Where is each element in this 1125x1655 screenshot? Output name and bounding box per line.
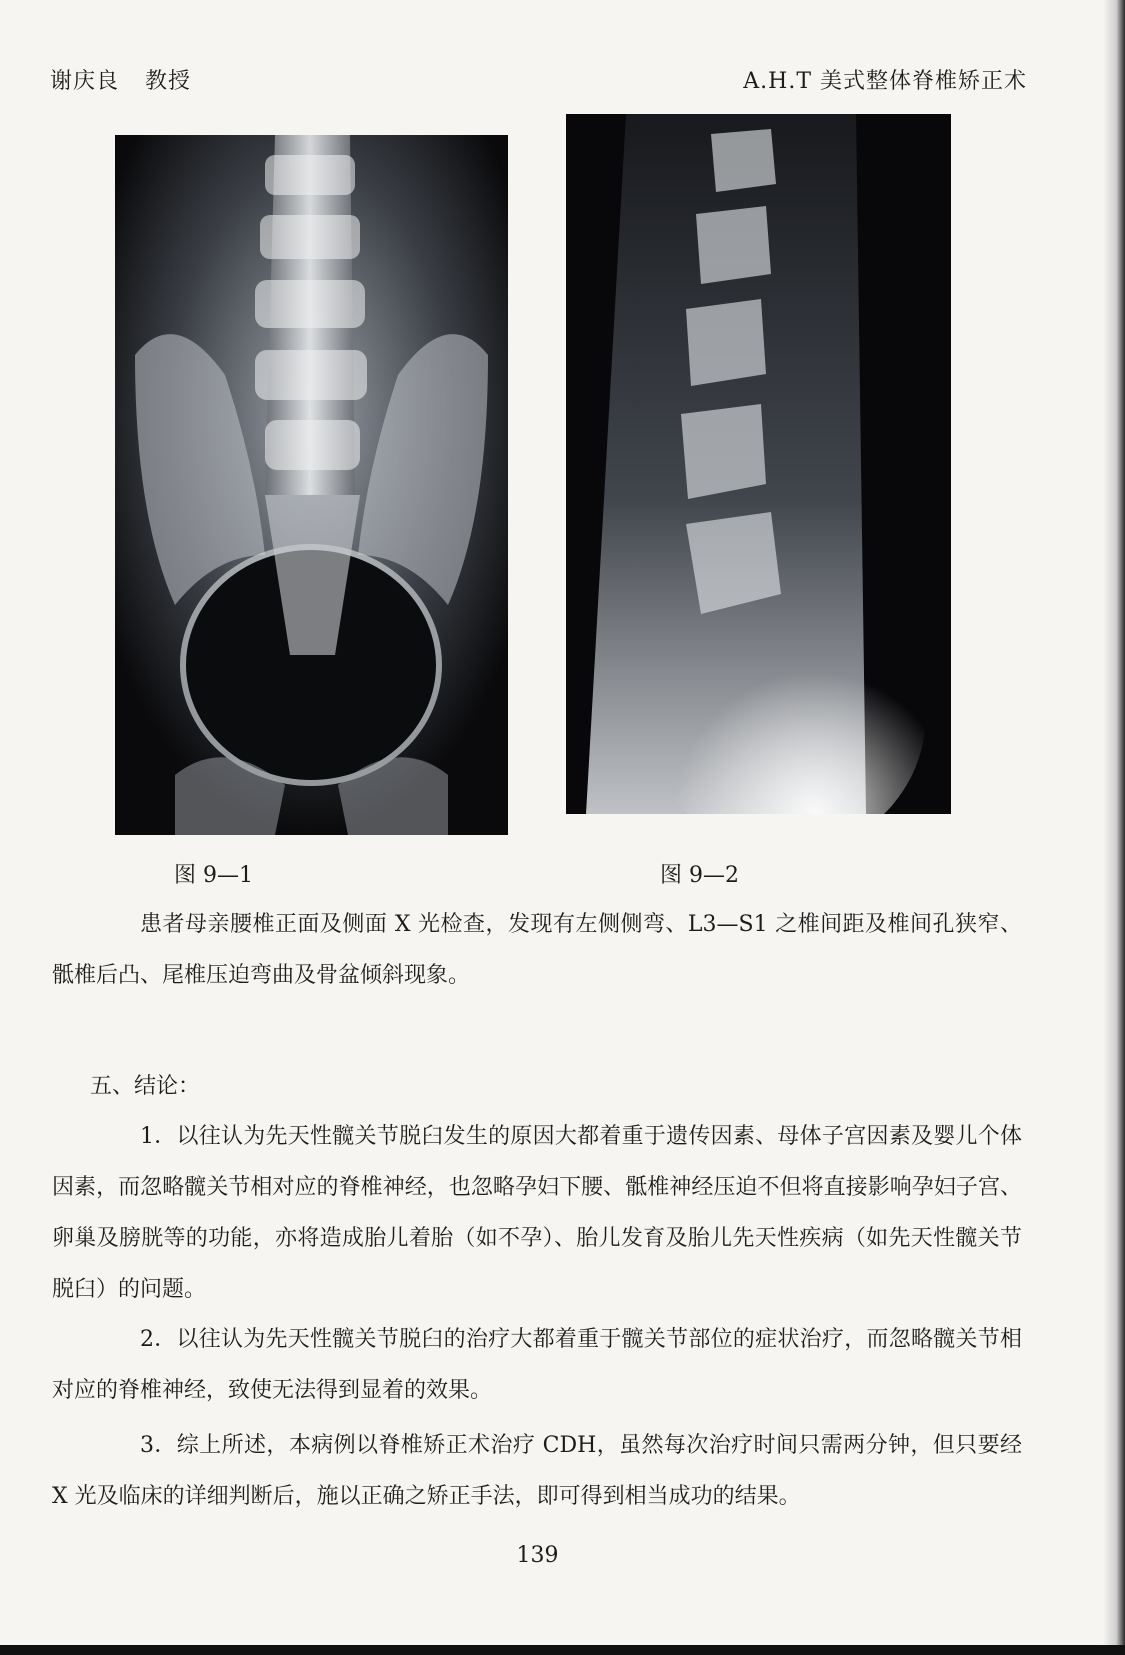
scan-edge-shadow [1103, 0, 1125, 1655]
conclusion-item-text: 3．综上所述，本病例以脊椎矫正术治疗 CDH，虽然每次治疗时间只需两分钟，但只要经 X 光及临床的详细判断后，施以正确之矫正手法，即可得到相当成功的结果。 [52, 1433, 1022, 1509]
figure-caption-9-2: 图 9—2 [660, 863, 739, 888]
author-name: 谢庆良 [50, 69, 120, 94]
conclusion-item-text: 1．以往认为先天性髋关节脱臼发生的原因大都着重于遗传因素、母体子宫因素及婴儿个体因素，而忽略髋关节相对应的脊椎神经，也忽略孕妇下腰、骶椎神经压迫不但将直接影响孕妇子宫、卵巢及膀胱等的功能，亦将造成胎儿着胎（如不孕）、胎儿发育及胎儿先天性疾病（如先天性髋关节脱臼）的问题。 [52, 1124, 1022, 1302]
figure-caption-9-1: 图 9—1 [174, 863, 253, 888]
conclusion-item-1 [52, 1111, 1022, 1315]
page-number: 139 [516, 1543, 559, 1568]
conclusion-item-3 [52, 1420, 1022, 1522]
running-header-book-title: A.H.T 美式整体脊椎矫正术 [743, 69, 1027, 94]
scan-bottom-border [0, 1645, 1125, 1655]
conclusion-item-2 [52, 1314, 1022, 1416]
author-title: 教授 [145, 69, 192, 94]
conclusion-heading: 五、结论： [90, 1074, 201, 1099]
description-text: 患者母亲腰椎正面及侧面 X 光检查，发现有左侧侧弯、L3—S1 之椎间距及椎间孔狭窄、骶椎后凸、尾椎压迫弯曲及骨盆倾斜现象。 [52, 912, 1022, 988]
running-header-author [50, 64, 191, 95]
xray-description-paragraph [52, 899, 1022, 1001]
conclusion-item-text: 2．以往认为先天性髋关节脱臼的治疗大都着重于髋关节部位的症状治疗，而忽略髋关节相对应的脊椎神经，致使无法得到显着的效果。 [52, 1327, 1022, 1403]
xray-lateral-lumbar-icon [566, 114, 951, 814]
xray-ap-lumbar-pelvis-icon [115, 135, 508, 835]
xray-lateral-image [566, 114, 951, 814]
xray-ap-image [115, 135, 508, 835]
